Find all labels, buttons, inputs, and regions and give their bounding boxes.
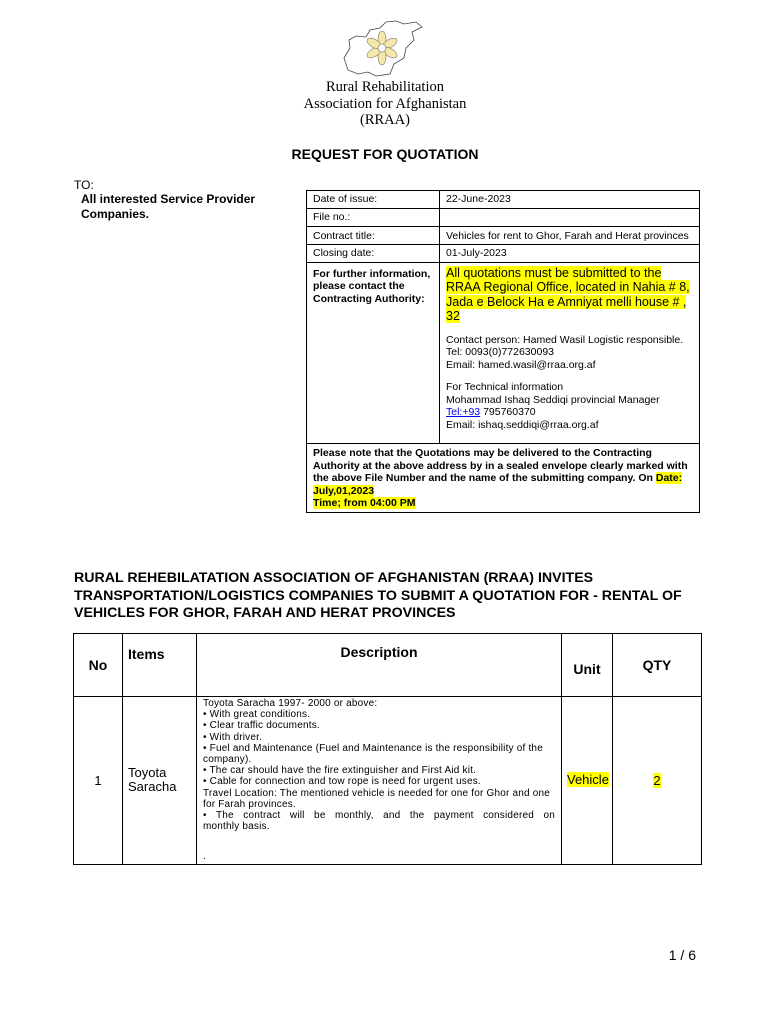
to-label: TO: [74,178,94,192]
date-value: 22-June-2023 [440,191,700,209]
document-title: REQUEST FOR QUOTATION [291,146,479,162]
info-row-closing [307,245,700,263]
row-description [197,697,562,865]
org-line: (RRAA) [360,112,410,128]
info-row-date [307,191,700,209]
technical-label: For Technical information [446,381,564,393]
header-description: Description [197,634,562,697]
header-no: No [74,634,123,697]
contact-person: Contact person: Hamed Wasil Logistic responsible. [446,333,684,346]
page-number: 1 / 6 [668,947,696,963]
row-no: 1 [74,697,123,865]
further-info-label: For further information, please contact the Contracting Authority: [307,262,440,444]
section-heading: RURAL REHEBILATATION ASSOCIATION OF AFGHANISTAN (RRAA) INVITES TRANSPORTATION/LOGISTICS COMPANIES TO SUBMIT A QUOTATION FOR - RENTAL OF VEHICLES FOR GHOR, FARAH AND HERAT PROVINCES [74,570,682,621]
submission-note: All quotations must be submitted to the RRAA Regional Office, located in Nahia # 8, Jada e Belock Ha e Amniyat melli house # , 32 [446,265,690,323]
file-value [440,208,700,226]
closing-value: 01-July-2023 [440,245,700,263]
row-item: Toyota Saracha [123,697,197,865]
info-row-file [307,208,700,226]
table-row [74,697,702,865]
delivery-note [307,444,700,513]
org-line: Association for Afghanistan [303,95,467,112]
delivery-note-text: Please note that the Quotations may be delivered to the Contracting Authority at the above address by in a sealed envelope clearly marked with the above File Number and the name of the submitting company. On [313,447,688,484]
header-qty: QTY [613,634,702,697]
description-line: Travel Location: The mentioned vehicle is needed for one for Ghor and one for Farah provinces. [203,787,551,810]
delivery-time: Time; from 04:00 PM [313,497,416,509]
unit-value: Vehicle [567,772,609,788]
technical-tel [446,406,693,419]
rraa-logo [340,18,424,80]
tel-number: 795760370 [480,406,536,418]
info-row-note [307,444,700,513]
header-items: Items [123,634,197,697]
qty-value: 2 [653,772,661,788]
to-recipients: All interested Service Provider Companies. [81,192,256,221]
contract-value: Vehicles for rent to Ghor, Farah and Herat provinces [440,226,700,245]
description-line: monthly basis. [203,821,270,833]
info-row-contact [307,262,700,444]
closing-label: Closing date: [307,245,440,263]
file-label: File no.: [307,208,440,226]
row-unit [562,697,613,865]
delivery-date: Date: July,01,2023 [313,472,683,497]
info-row-contract [307,226,700,245]
contact-email: Email: hamed.wasil@rraa.org.af [446,358,596,371]
description-line: • The car should have the fire extinguisher and First Aid kit. [203,765,477,777]
description-line: • Clear traffic documents. [203,720,320,732]
description-line: • With great conditions. [203,709,311,721]
technical-person: Mohammad Ishaq Seddiqi provincial Manager [446,393,660,406]
contact-tel: Tel: 0093(0)772630093 [446,346,555,358]
description-line: • Cable for connection and tow rope is need for urgent uses. [203,776,481,788]
description-line: • With driver. [203,731,263,743]
tel-link[interactable]: Tel:+93 [446,406,481,418]
organization-name [230,79,540,129]
contact-details [440,262,700,444]
contract-label: Contract title: [307,226,440,245]
description-line [203,832,555,843]
description-trailing: . [203,851,206,863]
technical-email: Email: ishaq.seddiqi@rraa.org.af [446,418,599,431]
header-unit: Unit [562,634,613,697]
date-label: Date of issue: [307,191,440,209]
org-line: Rural Rehabilitation [326,79,444,95]
row-qty [613,697,702,865]
description-line: Toyota Saracha 1997- 2000 or above: [203,698,378,709]
items-table [73,633,702,865]
description-line: • The contract will be monthly, and the payment considered on [203,810,555,822]
table-header-row [74,634,702,697]
description-line: • Fuel and Maintenance (Fuel and Maintenance is the responsibility of the company). [203,742,543,766]
rfq-info-table [306,190,700,513]
